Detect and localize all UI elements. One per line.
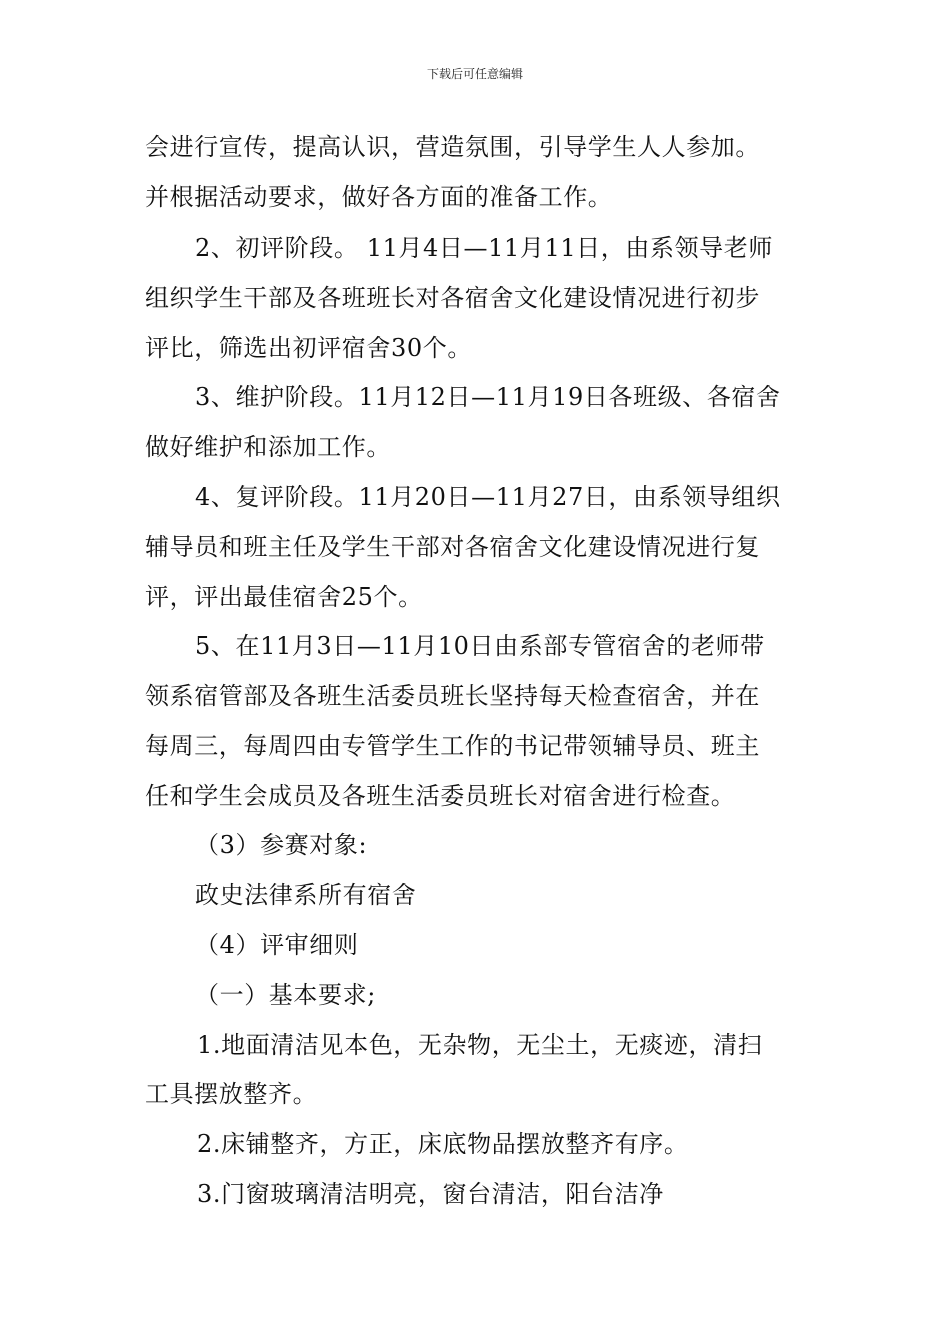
section-heading: （一）基本要求; [195, 981, 376, 1009]
text-line: 并根据活动要求，做好各方面的准备工作。 [145, 183, 613, 211]
text-line: 3、维护阶段。11月12日—11月19日各班级、各宿舍 [195, 383, 781, 411]
text-line: 每周三，每周四由专管学生工作的书记带领辅导员、班主 [145, 732, 760, 760]
page-header: 下载后可任意编辑 [426, 67, 523, 81]
section-heading: （3）参赛对象: [195, 831, 368, 859]
text-line: 2、初评阶段。 11月4日—11月11日，由系领导老师 [195, 234, 773, 262]
text-line: 辅导员和班主任及学生干部对各宿舍文化建设情况进行复 [145, 533, 760, 561]
section-heading: （4）评审细则 [195, 931, 359, 959]
text-line: 4、复评阶段。11月20日—11月27日，由系领导组织 [195, 483, 781, 511]
text-line: 领系宿管部及各班生活委员班长坚持每天检查宿舍，并在 [145, 682, 760, 710]
text-line: 5、在11月3日—11月10日由系部专管宿舍的老师带 [195, 632, 765, 660]
text-line: 1.地面清洁见本色，无杂物，无尘土，无痰迹，清扫 [197, 1031, 763, 1059]
text-line: 评比，筛选出初评宿舍30个。 [145, 334, 472, 362]
text-line: 任和学生会成员及各班生活委员班长对宿舍进行检查。 [145, 782, 736, 810]
text-line: 做好维护和添加工作。 [145, 433, 391, 461]
text-line: 评，评出最佳宿舍25个。 [145, 583, 423, 611]
text-line: 会进行宣传，提高认识，营造氛围，引导学生人人参加。 [145, 133, 760, 161]
text-line: 政史法律系所有宿舍 [195, 881, 417, 909]
text-line: 工具摆放整齐。 [145, 1080, 318, 1108]
text-line: 组织学生干部及各班班长对各宿舍文化建设情况进行初步 [145, 284, 760, 312]
text-line: 2.床铺整齐，方正，床底物品摆放整齐有序。 [197, 1130, 689, 1158]
text-line: 3.门窗玻璃清洁明亮，窗台清洁，阳台洁净 [197, 1180, 664, 1208]
